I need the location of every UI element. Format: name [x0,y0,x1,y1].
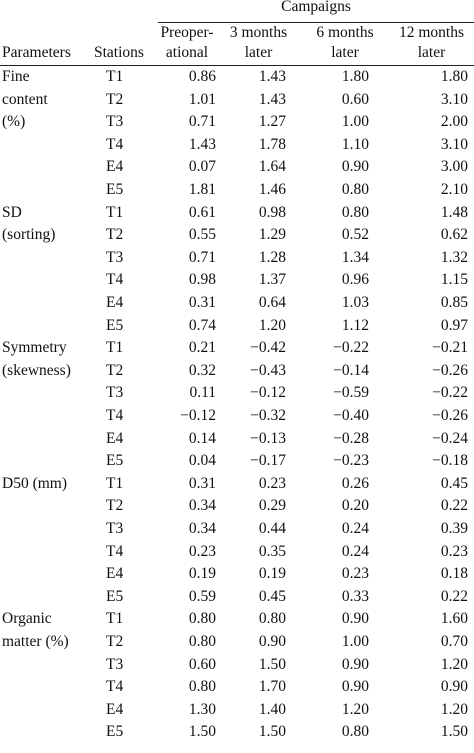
station-cell: T3 [106,655,124,673]
value-cell: 3.10 [440,90,468,108]
value-cell: 1.70 [258,678,286,696]
stations-header: Stations [84,23,158,66]
value-cell: 0.90 [258,632,286,650]
value-cell: 0.90 [341,610,369,628]
value-cell: 1.20 [440,700,468,718]
value-cell: −0.24 [432,429,468,447]
station-cell: T4 [106,407,124,424]
value-cell: 1.20 [440,655,468,673]
value-cell: 0.32 [188,361,216,379]
parameter-label [0,608,84,744]
value-cell: 0.45 [258,587,286,605]
value-cell: −0.12 [180,407,216,424]
station-cell: E4 [106,565,124,583]
parameter-label [0,66,84,202]
value-cell: 0.96 [341,271,369,289]
column-header-row [0,23,474,66]
value-cell: 1.81 [188,181,216,199]
parameter-label-line: D50 (mm) [2,474,68,492]
value-cell: −0.21 [432,339,468,357]
col-header-6-months [301,23,389,66]
station-cell: E4 [106,429,124,447]
value-cell: 0.80 [258,610,286,628]
value-cell: 3.00 [440,158,468,176]
station-cell: E4 [106,158,124,176]
value-cell: 1.50 [440,723,468,741]
table-row [0,337,474,360]
value-cell: 0.60 [341,90,369,108]
value-cell: 1.40 [258,700,286,718]
value-cell: 0.80 [188,678,216,696]
value-cell: −0.26 [432,407,468,424]
value-cell: 1.34 [341,248,369,266]
parameter-label-line: SD [2,203,22,221]
station-cell: T2 [106,90,124,108]
parameter-label-line: Symmetry [2,339,67,357]
value-cell: 0.19 [258,565,286,583]
station-cell: E4 [106,294,124,312]
value-cell: 0.07 [188,158,216,176]
col-header-line: 6 months [316,24,374,42]
value-cell: 0.11 [189,384,216,402]
value-cell: 0.31 [188,294,216,312]
value-cell: 0.80 [341,181,369,199]
value-cell: 0.71 [188,248,216,266]
parameter-label-line: matter (%) [2,632,69,650]
value-cell: 1.64 [258,158,286,176]
value-cell: 1.78 [258,135,286,153]
value-cell: −0.40 [333,407,369,424]
value-cell: 0.19 [188,565,216,583]
station-cell: T1 [106,474,124,492]
col-header-3-months [216,23,301,66]
value-cell: 1.20 [341,700,369,718]
value-cell: 0.22 [440,497,468,515]
parameter-label-line: Organic [2,610,52,628]
value-cell: 0.45 [440,474,468,492]
station-cell: T1 [106,203,124,221]
value-cell: 0.39 [440,519,468,537]
station-cell: T3 [106,384,124,402]
table-row [0,608,474,631]
station-cell: T4 [106,135,124,153]
value-cell: 1.60 [440,610,468,628]
value-cell: 0.24 [341,542,369,560]
station-cell: T2 [106,632,124,650]
col-header-line: 12 months [398,24,465,42]
station-cell: T3 [106,248,124,266]
value-cell: −0.14 [333,361,369,379]
value-cell: 1.27 [258,113,286,131]
value-cell: 0.55 [188,226,216,244]
value-cell: 0.80 [341,203,369,221]
value-cell: 1.10 [341,135,369,153]
station-cell: E5 [106,181,124,199]
value-cell: −0.22 [432,384,468,402]
value-cell: −0.13 [250,429,286,447]
value-cell: 1.43 [258,90,286,108]
station-cell: E4 [106,700,124,718]
value-cell: 0.20 [341,497,369,515]
value-cell: 1.03 [341,294,369,312]
value-cell: 0.44 [258,519,286,537]
table-row [0,66,474,89]
value-cell: 0.90 [440,678,468,696]
col-header-line: later [244,44,273,62]
value-cell: −0.32 [250,407,286,424]
col-header-line: later [417,44,446,62]
parameter-label-line: content [2,90,48,108]
station-cell: T4 [106,271,124,289]
value-cell: 0.34 [188,497,216,515]
value-cell: 0.18 [440,565,468,583]
col-header-line: 3 months [229,24,288,42]
value-cell: 1.15 [440,271,468,289]
value-cell: 0.64 [258,294,286,312]
value-cell: 1.20 [258,316,286,334]
value-cell: 1.50 [258,723,286,741]
value-cell: 0.31 [188,474,216,492]
value-cell: 1.28 [258,248,286,266]
value-cell: 0.62 [440,226,468,244]
value-cell: 0.14 [188,429,216,447]
station-cell: E5 [106,316,124,334]
value-cell: 0.22 [440,587,468,605]
value-cell: 0.90 [341,678,369,696]
value-cell: −0.23 [333,452,369,470]
campaigns-header-row [0,0,474,23]
col-header-line: ational [165,44,209,62]
station-cell: E5 [106,723,124,741]
station-cell: E5 [106,587,124,605]
value-cell: 0.34 [188,519,216,537]
table-header [0,0,474,66]
value-cell: 0.21 [188,339,216,357]
value-cell: 1.30 [188,700,216,718]
value-cell: 1.46 [258,181,286,199]
value-cell: 1.01 [188,90,216,108]
value-cell: 0.71 [188,113,216,131]
parameter-label [0,202,84,338]
parameter-label-line: Fine [2,68,30,86]
value-cell: 0.90 [341,655,369,673]
parameter-label-line: (sorting) [2,226,56,244]
parameters-header: Parameters [0,23,84,66]
value-cell: 1.00 [341,113,369,131]
value-cell: 0.29 [258,497,286,515]
station-cell: T4 [106,542,124,560]
table-body [0,66,474,744]
station-cell: T3 [106,113,124,131]
value-cell: 0.80 [188,610,216,628]
value-cell: 0.61 [188,203,216,221]
col-header-line: Preoper- [160,24,214,42]
value-cell: 0.23 [188,542,216,560]
value-cell: 0.74 [188,316,216,334]
value-cell: −0.26 [432,361,468,379]
value-cell: 3.10 [440,135,468,153]
campaigns-header: Campaigns [158,0,474,23]
value-cell: 2.00 [440,113,468,131]
station-cell: T4 [106,678,124,696]
value-cell: 1.43 [258,68,286,86]
value-cell: 1.43 [188,135,216,153]
station-cell: T3 [106,519,124,537]
value-cell: 0.86 [188,68,216,86]
station-cell: T1 [106,339,124,357]
value-cell: −0.17 [250,452,286,470]
value-cell: 2.10 [440,181,468,199]
value-cell: 0.80 [188,632,216,650]
col-header-line: later [331,44,359,62]
value-cell: 0.04 [188,452,216,470]
value-cell: 0.23 [258,474,286,492]
value-cell: 0.59 [188,587,216,605]
value-cell: 0.24 [341,519,369,537]
value-cell: −0.42 [250,339,286,357]
value-cell: 0.23 [440,542,468,560]
station-cell: T1 [106,68,124,86]
station-cell: T2 [106,226,124,244]
value-cell: 0.80 [341,723,369,741]
value-cell: −0.59 [333,384,369,402]
table-row [0,202,474,225]
value-cell: 1.80 [341,68,369,86]
value-cell: 0.23 [341,565,369,583]
station-cell: T2 [106,497,124,515]
value-cell: 0.90 [341,158,369,176]
value-cell: 0.35 [258,542,286,560]
value-cell: 1.32 [440,248,468,266]
value-cell: −0.43 [250,361,286,379]
col-header-preoperational [158,23,216,66]
value-cell: 0.33 [341,587,369,605]
parameter-label [0,337,84,473]
parameter-label-line: (%) [2,113,26,131]
parameter-label-line: (skewness) [2,361,71,379]
value-cell: −0.22 [333,339,369,357]
value-cell: 1.80 [440,68,468,86]
station-cell: T2 [106,361,124,379]
value-cell: 0.85 [440,294,468,312]
value-cell: 0.52 [341,226,369,244]
value-cell: −0.28 [333,429,369,447]
value-cell: −0.18 [432,452,468,470]
value-cell: 1.37 [258,271,286,289]
station-cell: T1 [106,610,124,628]
col-header-12-months [389,23,474,66]
value-cell: 1.12 [341,316,369,334]
parameter-label [0,473,84,609]
value-cell: 0.98 [188,271,216,289]
value-cell: −0.12 [250,384,286,402]
value-cell: 0.97 [440,316,468,334]
value-cell: 0.60 [188,655,216,673]
value-cell: 1.50 [188,723,216,741]
value-cell: 1.48 [440,203,468,221]
value-cell: 1.29 [258,226,286,244]
value-cell: 0.70 [440,632,468,650]
value-cell: 1.00 [341,632,369,650]
station-cell: E5 [106,452,124,470]
value-cell: 0.26 [341,474,369,492]
value-cell: 0.98 [258,203,286,221]
table-row [0,473,474,496]
value-cell: 1.50 [258,655,286,673]
